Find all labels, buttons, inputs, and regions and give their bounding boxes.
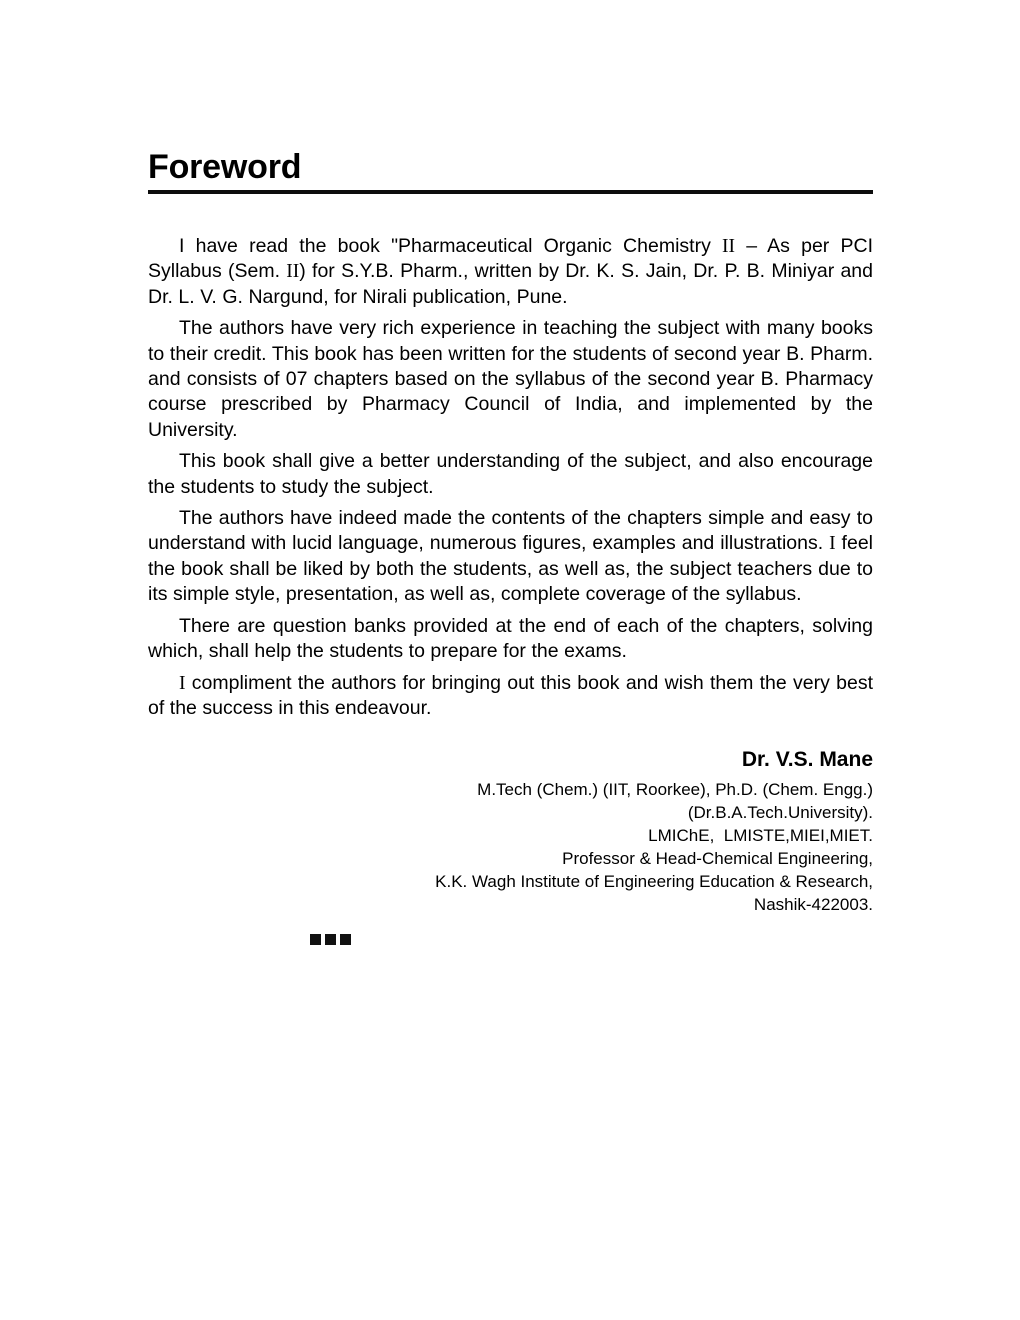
- ornament-square: [325, 934, 336, 945]
- signatory-credential: Nashik-422003.: [753, 895, 873, 915]
- para-1: I have read the book "Pharmaceutical Organic Chemistry II – As per PCI Syllabus (Sem. II) for S.Y.B. Pharm., written by Dr. K. S. Jain, Dr. P. B. Miniyar and Dr. L. V. G. Nargund, for Nirali publication, Pune.: [148, 235, 874, 308]
- para-5: There are question banks provided at the end of each of the chapters, solving which, shall help the students to prepare for the exams.: [148, 614, 873, 663]
- roman-numeral: II: [722, 236, 736, 257]
- para-3: This book shall give a better understanding of the subject, and also encourage the students to study the subject.: [148, 450, 873, 498]
- page-title: Foreword: [148, 148, 302, 186]
- para-2: The authors have very rich experience in teaching the subject with many books to their credit. This book has been written for the students of second year B. Pharm. and consists of 07 chapters based on the syllabus of the second year B. Pharmacy course prescribed by Pharmacy Council of India, and implemented by the University.: [148, 317, 873, 441]
- page-content: [148, 150, 873, 945]
- signature-block: [148, 747, 873, 916]
- ornament-square: [310, 934, 321, 945]
- roman-numeral: I: [179, 672, 186, 694]
- signatory-credential: Professor & Head-Chemical Engineering,: [562, 849, 873, 869]
- title-divider-rule: [148, 190, 873, 194]
- ornament-square: [340, 934, 351, 945]
- three-squares-ornament: [148, 934, 873, 945]
- foreword-body: [148, 234, 873, 721]
- para-6: I compliment the authors for bringing out this book and wish them the very best of the success in this endeavour.: [148, 671, 873, 719]
- roman-numeral: II: [286, 261, 300, 283]
- signatory-credential: LMIChE, LMISTE,MIEI,MIET.: [648, 826, 873, 846]
- signatory-credential: M.Tech (Chem.) (IIT, Roorkee), Ph.D. (Chem. Engg.): [477, 780, 873, 800]
- para-4: The authors have indeed made the contents of the chapters simple and easy to understand with lucid language, numerous figures, examples and illustrations. I feel the book shall be liked by both the students, as well as, the subject teachers due to its simple style, presentation, as well as, complete coverage of the syllabus.: [148, 507, 873, 606]
- signatory-credential: K.K. Wagh Institute of Engineering Education & Research,: [435, 872, 873, 892]
- signatory-credential: (Dr.B.A.Tech.University).: [687, 803, 873, 823]
- signatory-name: Dr. V.S. Mane: [741, 748, 873, 772]
- roman-numeral: I: [829, 533, 836, 555]
